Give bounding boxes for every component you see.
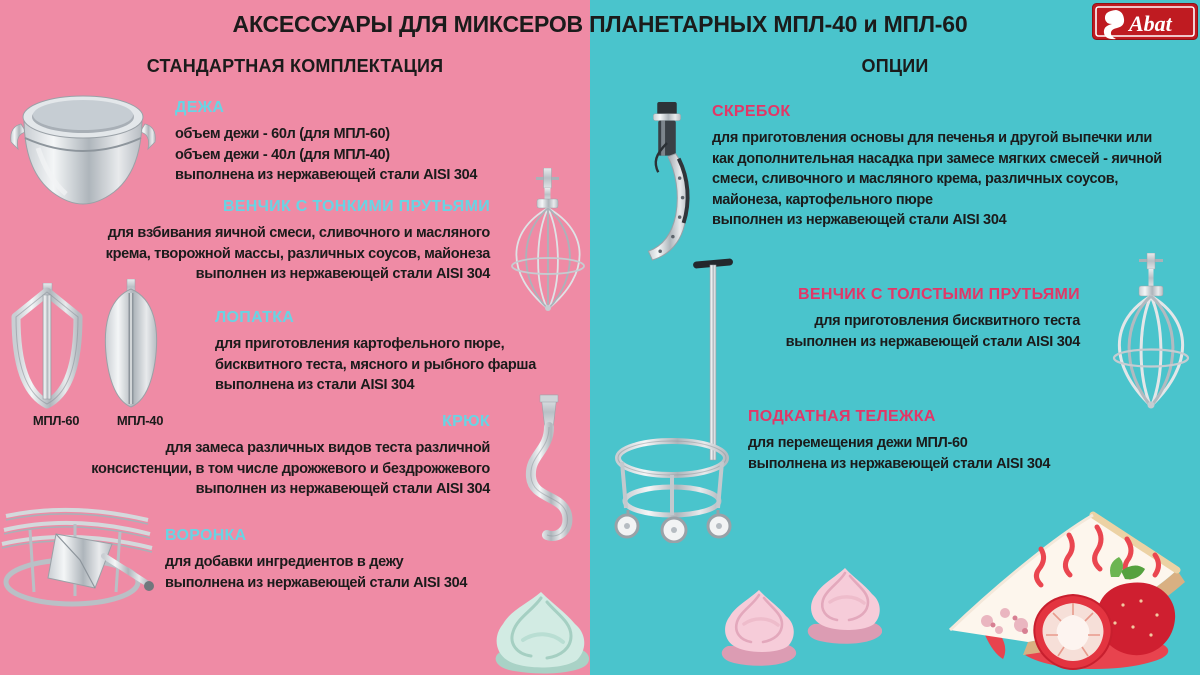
section-line: для приготовления бисквитного теста <box>814 313 1080 329</box>
paddle-mpl60-image <box>10 283 85 410</box>
trolley-image <box>612 258 737 543</box>
left-column-header: СТАНДАРТНАЯ КОМПЛЕКТАЦИЯ <box>146 56 444 76</box>
funnel-image <box>0 500 155 612</box>
page-title: АКСЕССУАРЫ ДЛЯ МИКСЕРОВ ПЛАНЕТАРНЫХ МПЛ-40 и МПЛ-60 <box>232 11 968 37</box>
section-line: для добавки ингредиентов в дежу <box>165 554 404 570</box>
section-line: выполнена из нержавеющей стали AISI 304 <box>175 167 478 183</box>
section-line: объем дежи - 60л (для МПЛ-60) <box>175 126 390 142</box>
mint-meringue-image <box>487 588 595 675</box>
section-title: ЛОПАТКА <box>215 309 295 326</box>
section-title: КРЮК <box>442 413 490 430</box>
hook-image <box>505 393 590 541</box>
section-title: ВЕНЧИК С ТОЛСТЫМИ ПРУТЬЯМИ <box>798 286 1080 303</box>
section-line: для взбивания яичной смеси, сливочного и масляного <box>107 225 490 241</box>
section-line: выполнен из нержавеющей стали AISI 304 <box>195 266 490 282</box>
thin-whisk-image <box>498 168 598 313</box>
pink-meringues-image <box>712 562 882 670</box>
section-line: майонеза, картофельного пюре <box>712 191 933 208</box>
section-title: ВЕНЧИК С ТОНКИМИ ПРУТЬЯМИ <box>222 198 490 215</box>
section-line: выполнен из нержавеющей стали AISI 304 <box>712 212 1007 228</box>
bowl-image <box>8 88 158 210</box>
section-trolley <box>748 408 1050 474</box>
section-line: выполнена из нержавеющей стали AISI 304 <box>748 455 1051 472</box>
section-title: ВОРОНКА <box>165 527 247 544</box>
abat-logo-text: Abat <box>1129 11 1172 36</box>
section-line: объем дежи - 40л (для МПЛ-40) <box>175 146 390 163</box>
section-paddle <box>215 309 536 396</box>
abat-logo-badge <box>1092 3 1198 40</box>
right-column-header: ОПЦИИ <box>861 56 929 76</box>
section-line: как дополнительная насадка при замесе мягких смесей - яичной <box>712 150 1162 167</box>
section-line: для замеса различных видов теста различной <box>165 440 490 456</box>
section-title: ДЕЖА <box>175 99 225 116</box>
section-line: бисквитного теста, мясного и рыбного фарша <box>215 356 536 373</box>
section-line: для приготовления основы для печенья и другой выпечки или <box>712 130 1153 146</box>
paddle-label-mpl40: МПЛ-40 <box>116 413 164 428</box>
section-funnel <box>165 527 467 593</box>
section-line: для перемещения дежи МПЛ-60 <box>748 435 968 451</box>
section-bowl <box>175 99 477 186</box>
section-line: выполнен из нержавеющей стали AISI 304 <box>195 481 490 497</box>
section-scraper <box>712 103 1162 231</box>
section-line: консистенции, в том числе дрожжевого и бездрожжевого <box>91 460 490 477</box>
section-thick-whisk <box>786 286 1080 352</box>
section-title: ПОДКАТНАЯ ТЕЛЕЖКА <box>748 408 936 425</box>
scraper-image <box>628 98 706 266</box>
paddle-label-mpl60: МПЛ-60 <box>32 413 80 428</box>
section-line: смеси, сливочного и масляного крема, различных соусов, <box>712 171 1119 187</box>
section-line: выполнена из стали AISI 304 <box>215 377 415 393</box>
paddle-mpl40-image <box>96 279 166 410</box>
cheesecake-image <box>925 475 1200 675</box>
section-line: крема, творожной массы, различных соусов, майонеза <box>105 245 490 262</box>
thick-whisk-image <box>1103 253 1200 411</box>
abat-logo <box>1092 3 1198 40</box>
section-line: выполнена из нержавеющей стали AISI 304 <box>165 574 468 591</box>
section-thin-whisk <box>106 198 490 285</box>
section-title: СКРЕБОК <box>712 103 791 120</box>
section-line: для приготовления картофельного пюре, <box>215 336 505 352</box>
section-line: выполнен из нержавеющей стали AISI 304 <box>785 333 1080 350</box>
